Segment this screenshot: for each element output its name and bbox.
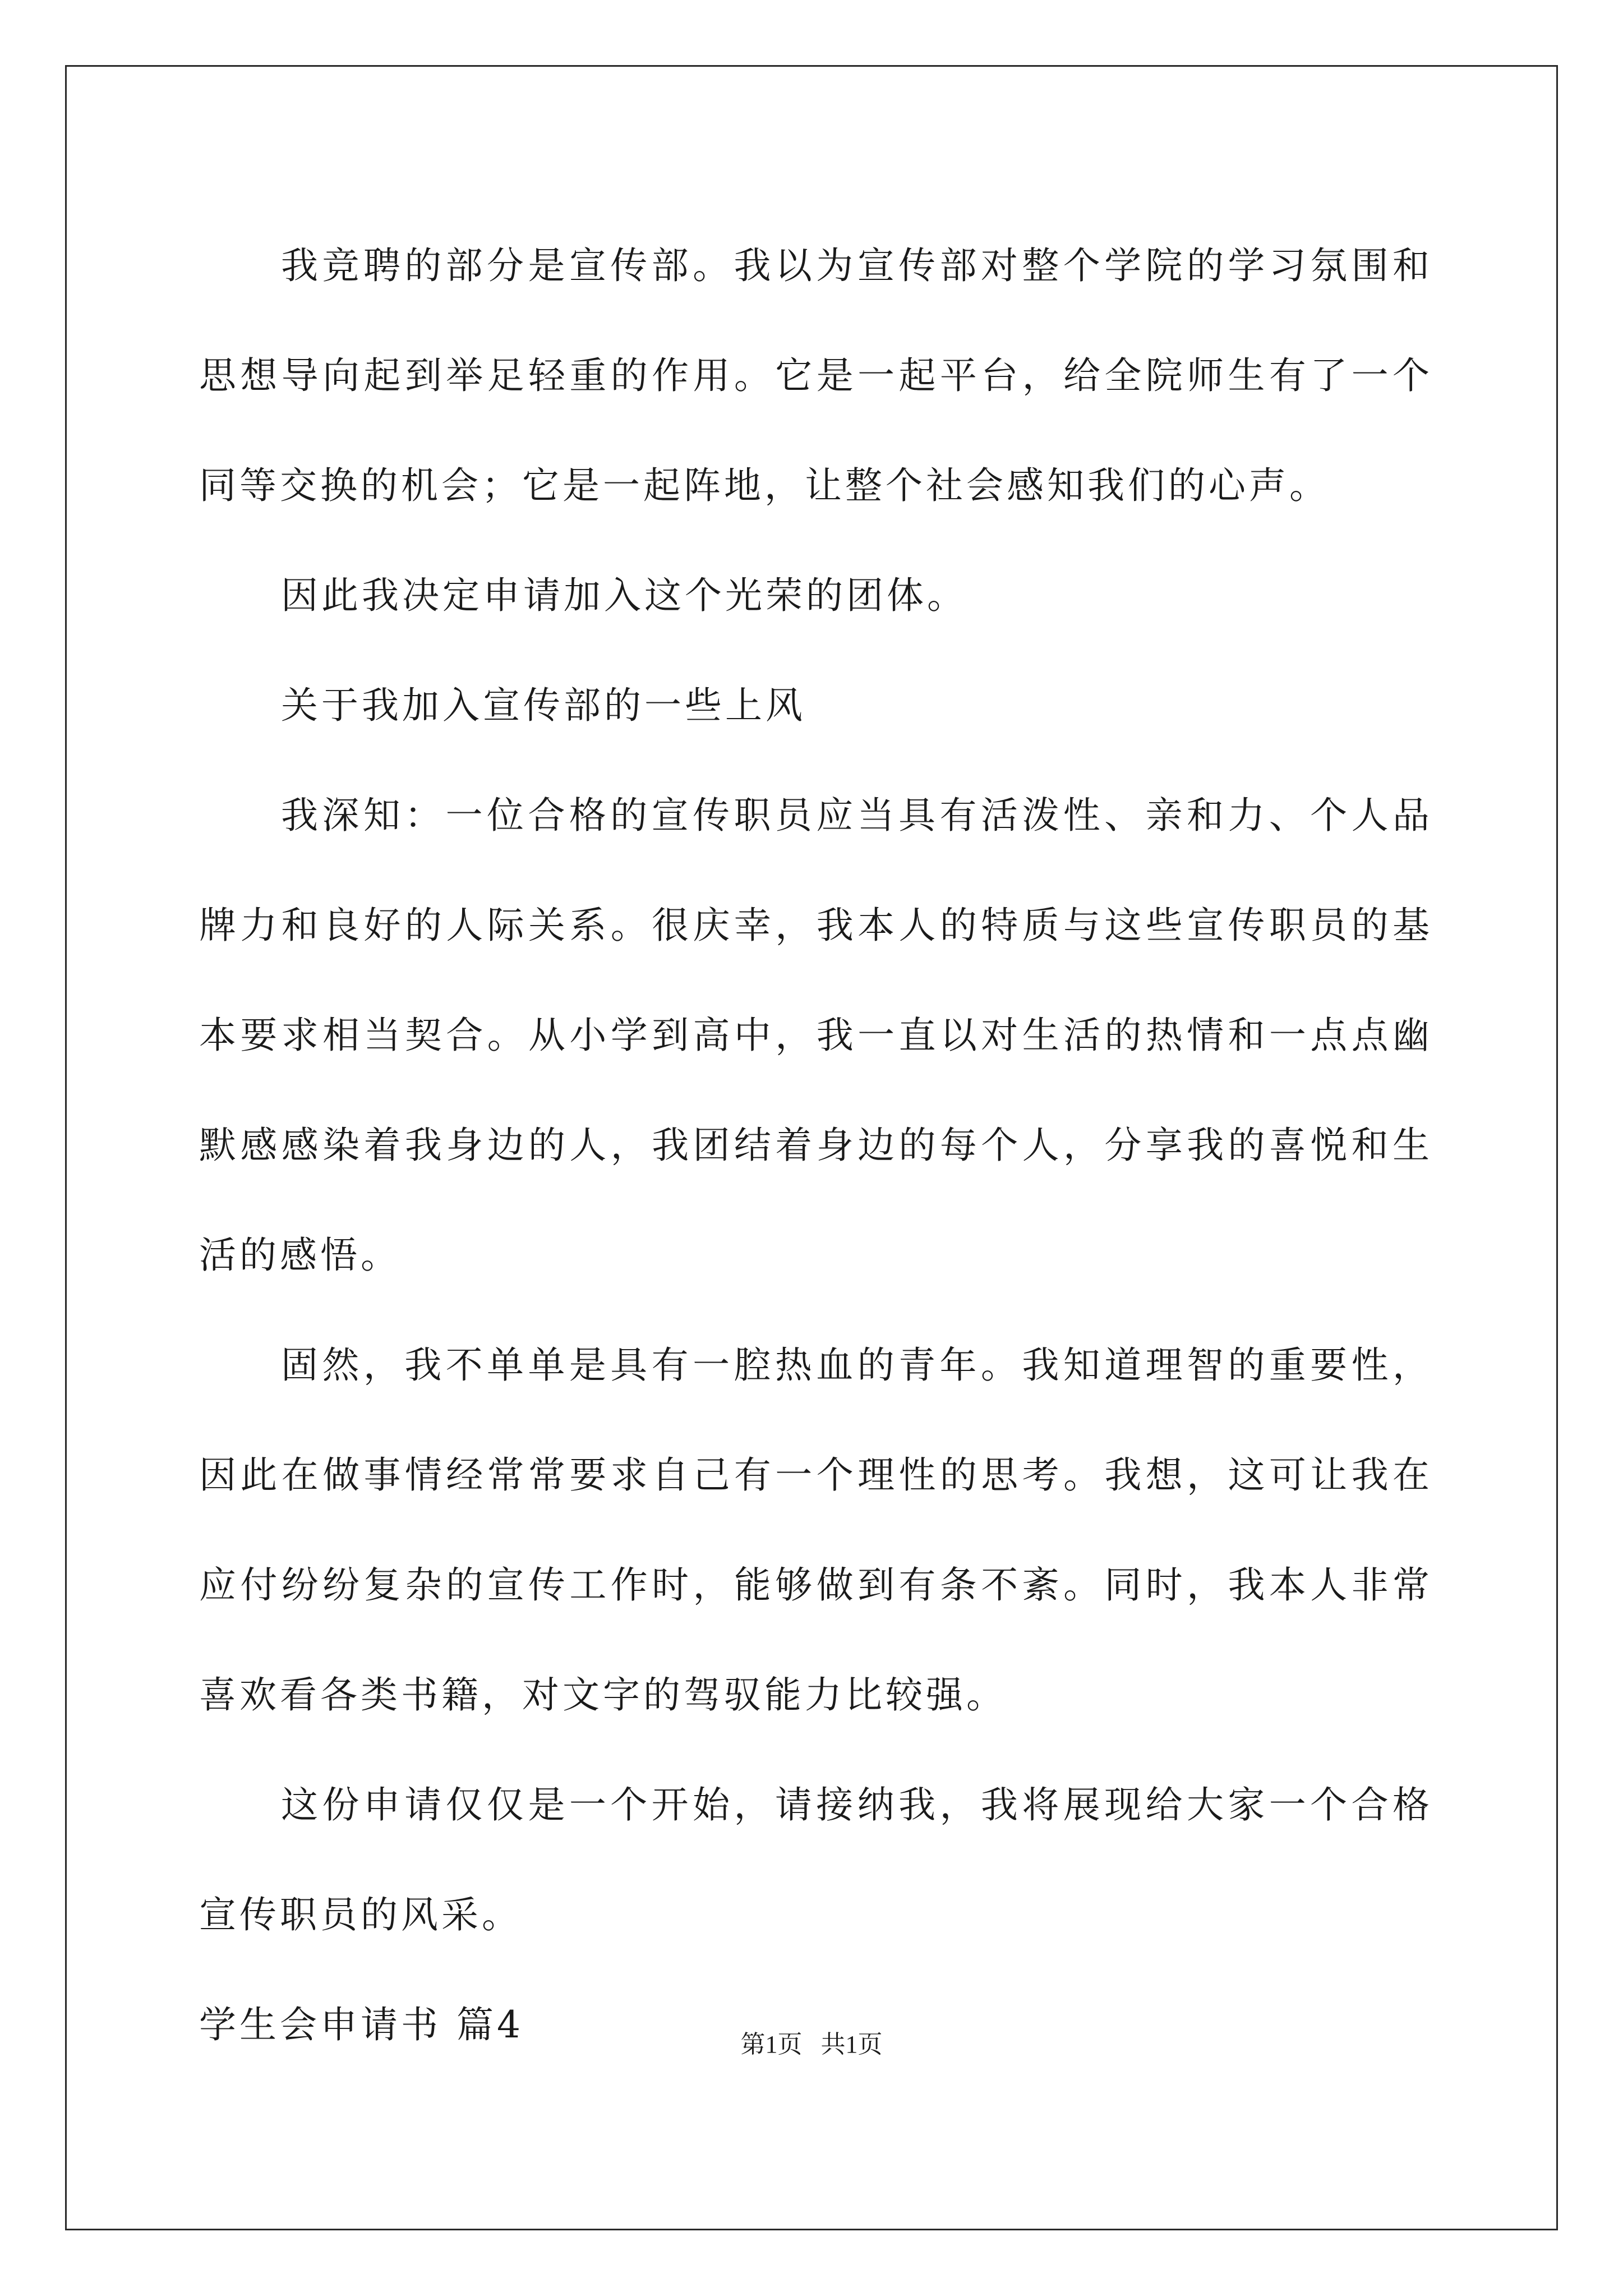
paragraph-3: 关于我加入宣传部的一些上风 — [281, 684, 806, 727]
page-footer — [0, 2024, 1623, 2060]
paragraph-6: 这份申请仅仅是一个开始，请接纳我，我将展现给大家一个合格宣传职员的风采。 — [199, 1783, 1433, 1936]
paragraph-5: 固然，我不单单是具有一腔热血的青年。我知道理智的重要性，因此在做事情经常常要求自己有一个理性的思考。我想，这可让我在应付纷纷复杂的宣传工作时，能够做到有条不紊。同时，我本人非常喜欢看各类书籍，对文字的驾驭能力比较强。 — [199, 1343, 1433, 1717]
document-body — [199, 211, 1433, 2080]
paragraph-4: 我深知：一位合格的宣传职员应当具有活泼性、亲和力、个人品牌力和良好的人际关系。很庆幸，我本人的特质与这些宣传职员的基本要求相当契合。从小学到高中，我一直以对生活的热情和一点点幽默感感染着我身边的人，我团结着身边的每个人，分享我的喜悦和生活的感悟。 — [199, 794, 1433, 1277]
section-heading: 学生会申请书 篇4 — [199, 2003, 524, 2046]
paragraph-1: 我竞聘的部分是宣传部。我以为宣传部对整个学院的学习氛围和思想导向起到举足轻重的作用。它是一起平台，给全院师生有了一个同等交换的机会；它是一起阵地，让整个社会感知我们的心声。 — [199, 244, 1433, 507]
paragraph-2: 因此我决定申请加入这个光荣的团体。 — [281, 574, 967, 617]
page-number: 第1页 共1页 — [740, 2031, 883, 2058]
